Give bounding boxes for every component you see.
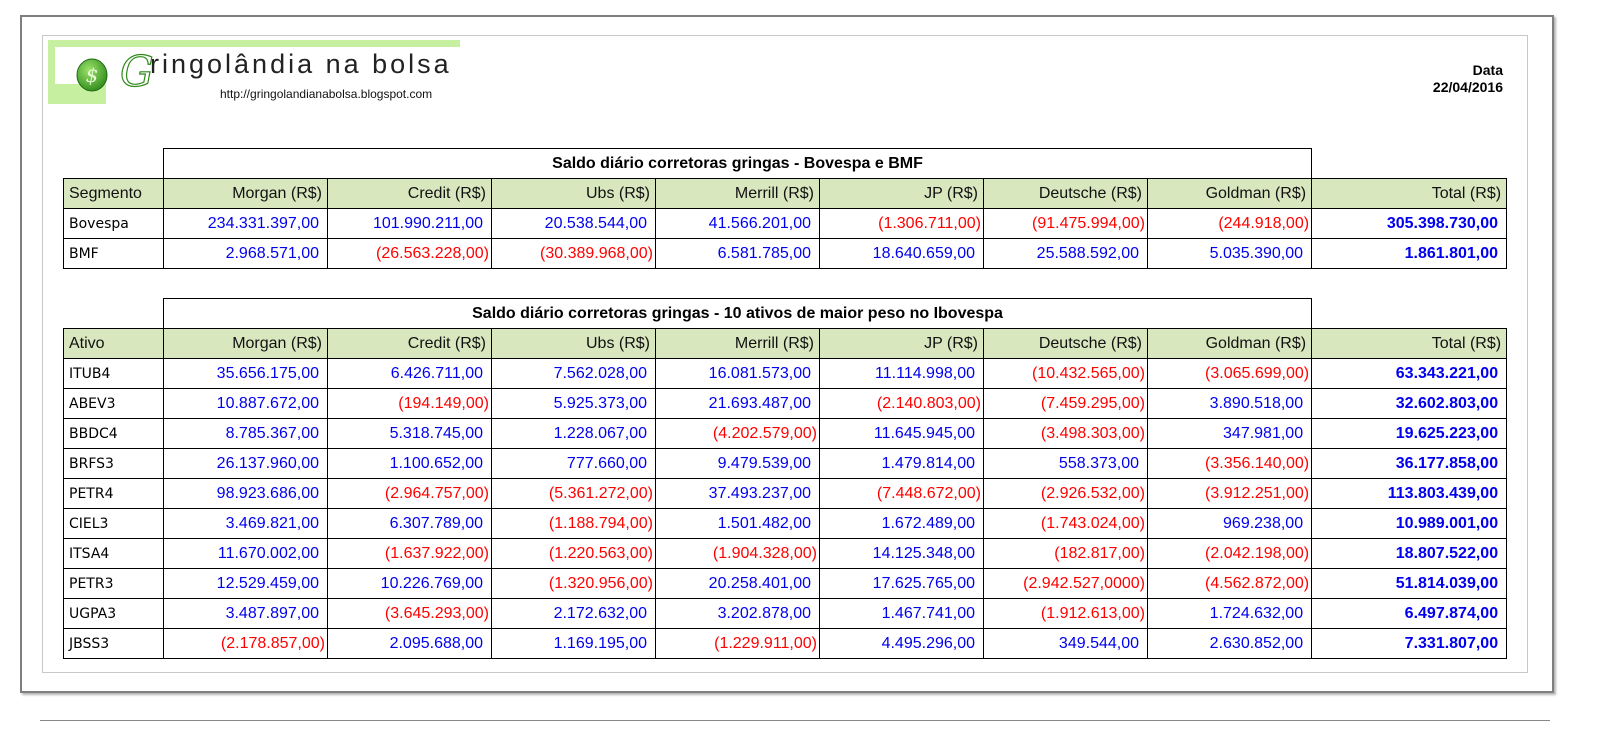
- total-cell: 51.814.039,00: [1312, 569, 1507, 599]
- value-cell: (26.563.228,00): [328, 239, 492, 269]
- table-row: [64, 359, 1507, 389]
- value-cell: 558.373,00: [984, 449, 1148, 479]
- value-cell: (30.389.968,00): [492, 239, 656, 269]
- value-cell: 25.588.592,00: [984, 239, 1148, 269]
- value-cell: (2.042.198,00): [1148, 539, 1312, 569]
- table-title-row: [64, 149, 1507, 179]
- value-cell: 1.724.632,00: [1148, 599, 1312, 629]
- table-row: [64, 509, 1507, 539]
- value-cell: 10.226.769,00: [328, 569, 492, 599]
- site-name: ringolândia na bolsa: [150, 49, 452, 79]
- column-header: Morgan (R$): [164, 179, 328, 209]
- value-cell: (1.912.613,00): [984, 599, 1148, 629]
- value-cell: (182.817,00): [984, 539, 1148, 569]
- value-cell: 6.307.789,00: [328, 509, 492, 539]
- row-label: BRFS3: [64, 449, 164, 479]
- page-divider: [40, 720, 1550, 721]
- column-header: Credit (R$): [328, 179, 492, 209]
- value-cell: 2.630.852,00: [1148, 629, 1312, 659]
- value-cell: 10.887.672,00: [164, 389, 328, 419]
- table-row: [64, 419, 1507, 449]
- value-cell: (2.926.532,00): [984, 479, 1148, 509]
- value-cell: (3.356.140,00): [1148, 449, 1312, 479]
- total-cell: 19.625.223,00: [1312, 419, 1507, 449]
- row-label: ITUB4: [64, 359, 164, 389]
- value-cell: (2.140.803,00): [820, 389, 984, 419]
- value-cell: (1.320.956,00): [492, 569, 656, 599]
- total-cell: 6.497.874,00: [1312, 599, 1507, 629]
- table-body: [64, 209, 1507, 269]
- table-row: [64, 449, 1507, 479]
- value-cell: (1.743.024,00): [984, 509, 1148, 539]
- column-header: Merrill (R$): [656, 329, 820, 359]
- value-cell: (244.918,00): [1148, 209, 1312, 239]
- column-header: Credit (R$): [328, 329, 492, 359]
- value-cell: 8.785.367,00: [164, 419, 328, 449]
- value-cell: 11.114.998,00: [820, 359, 984, 389]
- bovespa-bmf-table: [63, 148, 1507, 269]
- row-label: ABEV3: [64, 389, 164, 419]
- table-row: [64, 629, 1507, 659]
- column-header: JP (R$): [820, 329, 984, 359]
- value-cell: (7.448.672,00): [820, 479, 984, 509]
- column-header: Goldman (R$): [1148, 179, 1312, 209]
- column-header: Ativo: [64, 329, 164, 359]
- column-header: Deutsche (R$): [984, 329, 1148, 359]
- value-cell: (1.220.563,00): [492, 539, 656, 569]
- dollar-leaf-icon: [72, 54, 112, 94]
- value-cell: (4.562.872,00): [1148, 569, 1312, 599]
- value-cell: 35.656.175,00: [164, 359, 328, 389]
- value-cell: (10.432.565,00): [984, 359, 1148, 389]
- value-cell: 16.081.573,00: [656, 359, 820, 389]
- row-label: PETR4: [64, 479, 164, 509]
- row-label: JBSS3: [64, 629, 164, 659]
- value-cell: 6.581.785,00: [656, 239, 820, 269]
- value-cell: 1.672.489,00: [820, 509, 984, 539]
- report-frame: [20, 15, 1554, 693]
- value-cell: 5.925.373,00: [492, 389, 656, 419]
- logo-initial: G: [120, 47, 154, 96]
- total-cell: 10.989.001,00: [1312, 509, 1507, 539]
- value-cell: (3.065.699,00): [1148, 359, 1312, 389]
- column-header: Total (R$): [1312, 179, 1507, 209]
- table-row: [64, 239, 1507, 269]
- column-header: Total (R$): [1312, 329, 1507, 359]
- value-cell: (1.188.794,00): [492, 509, 656, 539]
- value-cell: 26.137.960,00: [164, 449, 328, 479]
- column-header: JP (R$): [820, 179, 984, 209]
- total-cell: 18.807.522,00: [1312, 539, 1507, 569]
- value-cell: 9.479.539,00: [656, 449, 820, 479]
- value-cell: (1.306.711,00): [820, 209, 984, 239]
- table-header-row: [64, 179, 1507, 209]
- total-cell: 36.177.858,00: [1312, 449, 1507, 479]
- value-cell: 5.035.390,00: [1148, 239, 1312, 269]
- column-header: Morgan (R$): [164, 329, 328, 359]
- value-cell: (5.361.272,00): [492, 479, 656, 509]
- total-cell: 32.602.803,00: [1312, 389, 1507, 419]
- value-cell: 1.501.482,00: [656, 509, 820, 539]
- site-logo[interactable]: [48, 40, 460, 104]
- total-cell: 305.398.730,00: [1312, 209, 1507, 239]
- total-cell: 1.861.801,00: [1312, 239, 1507, 269]
- table-body: [64, 359, 1507, 659]
- row-label: Bovespa: [64, 209, 164, 239]
- value-cell: 234.331.397,00: [164, 209, 328, 239]
- value-cell: 101.990.211,00: [328, 209, 492, 239]
- table-row: [64, 599, 1507, 629]
- value-cell: (3.912.251,00): [1148, 479, 1312, 509]
- value-cell: 3.202.878,00: [656, 599, 820, 629]
- value-cell: 6.426.711,00: [328, 359, 492, 389]
- column-header: Goldman (R$): [1148, 329, 1312, 359]
- value-cell: 1.228.067,00: [492, 419, 656, 449]
- value-cell: 41.566.201,00: [656, 209, 820, 239]
- site-url[interactable]: http://gringolandianabolsa.blogspot.com: [220, 87, 433, 101]
- total-cell: 63.343.221,00: [1312, 359, 1507, 389]
- value-cell: 37.493.237,00: [656, 479, 820, 509]
- value-cell: (2.964.757,00): [328, 479, 492, 509]
- value-cell: 98.923.686,00: [164, 479, 328, 509]
- date-block: [1433, 62, 1503, 96]
- value-cell: 2.172.632,00: [492, 599, 656, 629]
- row-label: BMF: [64, 239, 164, 269]
- row-label: UGPA3: [64, 599, 164, 629]
- value-cell: 1.100.652,00: [328, 449, 492, 479]
- column-header: Merrill (R$): [656, 179, 820, 209]
- date-value: 22/04/2016: [1432, 79, 1503, 95]
- value-cell: (4.202.579,00): [656, 419, 820, 449]
- value-cell: 777.660,00: [492, 449, 656, 479]
- row-label: PETR3: [64, 569, 164, 599]
- total-cell: 7.331.807,00: [1312, 629, 1507, 659]
- table-row: [64, 569, 1507, 599]
- value-cell: (3.498.303,00): [984, 419, 1148, 449]
- value-cell: 3.890.518,00: [1148, 389, 1312, 419]
- table-header-row: [64, 329, 1507, 359]
- value-cell: 7.562.028,00: [492, 359, 656, 389]
- svg-text:$: $: [85, 63, 99, 87]
- logo-bar-top: [48, 40, 460, 47]
- value-cell: (91.475.994,00): [984, 209, 1148, 239]
- value-cell: (1.637.922,00): [328, 539, 492, 569]
- value-cell: (194.149,00): [328, 389, 492, 419]
- value-cell: 349.544,00: [984, 629, 1148, 659]
- value-cell: 2.968.571,00: [164, 239, 328, 269]
- top-assets-table: [63, 298, 1507, 659]
- value-cell: 4.495.296,00: [820, 629, 984, 659]
- value-cell: 11.670.002,00: [164, 539, 328, 569]
- value-cell: 20.258.401,00: [656, 569, 820, 599]
- value-cell: 3.469.821,00: [164, 509, 328, 539]
- column-header: Deutsche (R$): [984, 179, 1148, 209]
- value-cell: 1.467.741,00: [820, 599, 984, 629]
- value-cell: 14.125.348,00: [820, 539, 984, 569]
- column-header: Segmento: [64, 179, 164, 209]
- value-cell: (7.459.295,00): [984, 389, 1148, 419]
- table-row: [64, 389, 1507, 419]
- value-cell: (1.904.328,00): [656, 539, 820, 569]
- row-label: BBDC4: [64, 419, 164, 449]
- value-cell: 3.487.897,00: [164, 599, 328, 629]
- value-cell: 12.529.459,00: [164, 569, 328, 599]
- value-cell: 2.095.688,00: [328, 629, 492, 659]
- value-cell: 1.479.814,00: [820, 449, 984, 479]
- value-cell: 11.645.945,00: [820, 419, 984, 449]
- value-cell: 1.169.195,00: [492, 629, 656, 659]
- date-label: Data: [1472, 62, 1503, 78]
- value-cell: 5.318.745,00: [328, 419, 492, 449]
- value-cell: (3.645.293,00): [328, 599, 492, 629]
- value-cell: 347.981,00: [1148, 419, 1312, 449]
- row-label: CIEL3: [64, 509, 164, 539]
- value-cell: 21.693.487,00: [656, 389, 820, 419]
- value-cell: (2.178.857,00): [164, 629, 328, 659]
- column-header: Ubs (R$): [492, 329, 656, 359]
- total-cell: 113.803.439,00: [1312, 479, 1507, 509]
- value-cell: (1.229.911,00): [656, 629, 820, 659]
- value-cell: 20.538.544,00: [492, 209, 656, 239]
- value-cell: 17.625.765,00: [820, 569, 984, 599]
- value-cell: (2.942.527,0000): [984, 569, 1148, 599]
- value-cell: 18.640.659,00: [820, 239, 984, 269]
- column-header: Ubs (R$): [492, 179, 656, 209]
- table-row: [64, 539, 1507, 569]
- table-row: [64, 479, 1507, 509]
- table-title: Saldo diário corretoras gringas - Bovespa e BMF: [164, 149, 1312, 179]
- table-row: [64, 209, 1507, 239]
- table-title-row: [64, 299, 1507, 329]
- value-cell: 969.238,00: [1148, 509, 1312, 539]
- report-panel: [42, 35, 1528, 673]
- row-label: ITSA4: [64, 539, 164, 569]
- table-title: Saldo diário corretoras gringas - 10 ativos de maior peso no Ibovespa: [164, 299, 1312, 329]
